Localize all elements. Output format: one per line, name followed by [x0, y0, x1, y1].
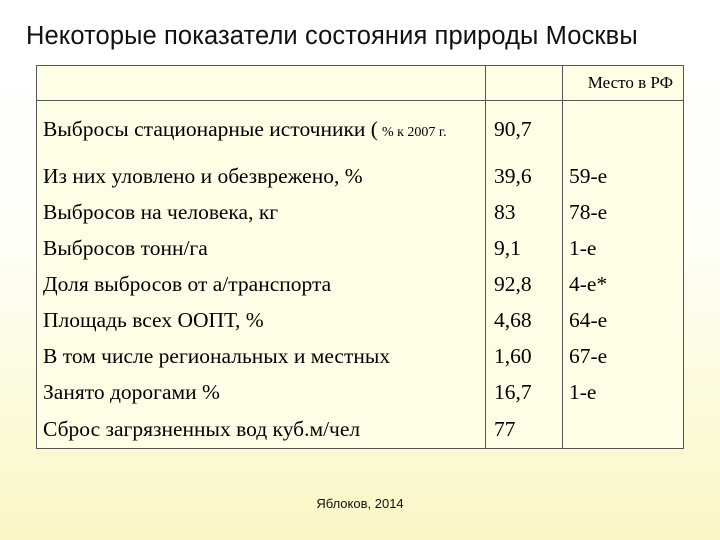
row-label: Из них уловлено и обезврежено, %: [37, 158, 486, 194]
header-rank: Место в РФ: [563, 66, 684, 101]
row-label: Выбросов тонн/га: [37, 230, 486, 266]
row-rank: 78-е: [563, 194, 684, 230]
row-label: Доля выбросов от а/транспорта: [37, 266, 486, 302]
table-row: [37, 101, 684, 159]
row-rank: 67-е: [563, 338, 684, 374]
row-value: 77: [486, 410, 563, 449]
table-row: [37, 410, 684, 449]
row-value: 39,6: [486, 158, 563, 194]
row-label: Площадь всех ООПТ, %: [37, 302, 486, 338]
row-value: 83: [486, 194, 563, 230]
row-value: 9,1: [486, 230, 563, 266]
row-label-note: % к 2007 г.: [381, 124, 447, 140]
indicators-table: [36, 65, 684, 449]
header-blank-cell: [37, 66, 486, 101]
row-value: 4,68: [486, 302, 563, 338]
row-value: 92,8: [486, 266, 563, 302]
table-row: [37, 230, 684, 266]
table-row: [37, 374, 684, 410]
row-rank: 59-е: [563, 158, 684, 194]
table-row: [37, 158, 684, 194]
page-title: Некоторые показатели состояния природы Москвы: [26, 22, 638, 50]
header-blank-cell: [486, 66, 563, 101]
row-label-text: Выбросы стационарные источники (: [43, 116, 378, 141]
row-rank: 1-е: [563, 374, 684, 410]
table-row: [37, 302, 684, 338]
row-label: Выбросов на человека, кг: [37, 194, 486, 230]
row-value: 90,7: [486, 101, 563, 159]
row-rank: 64-е: [563, 302, 684, 338]
row-label: Занято дорогами %: [37, 374, 486, 410]
table-row: [37, 194, 684, 230]
row-rank: 4-е*: [563, 266, 684, 302]
row-label: В том числе региональных и местных: [37, 338, 486, 374]
row-label: Сброс загрязненных вод куб.м/чел: [37, 410, 486, 449]
row-rank: 1-е: [563, 230, 684, 266]
table-row: [37, 266, 684, 302]
table-row: [37, 338, 684, 374]
row-label: [37, 101, 486, 159]
row-value: 1,60: [486, 338, 563, 374]
footer-credit: Яблоков, 2014: [316, 496, 404, 511]
row-value: 16,7: [486, 374, 563, 410]
row-rank: [563, 410, 684, 449]
row-rank: [563, 101, 684, 159]
table-header-row: [37, 66, 684, 101]
